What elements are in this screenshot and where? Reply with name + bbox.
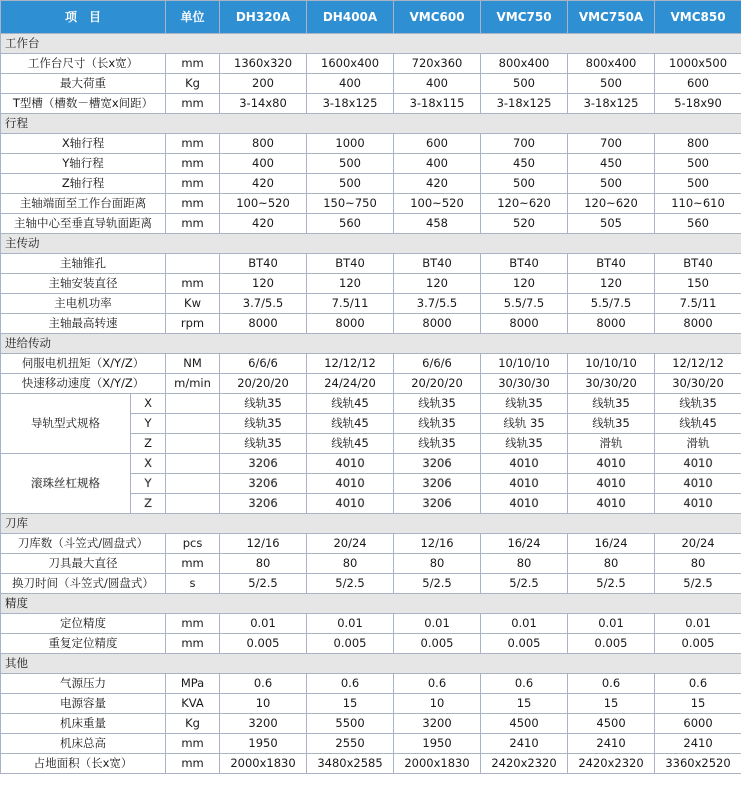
row-value: 3206 [394, 494, 481, 514]
row-value: 4010 [568, 494, 655, 514]
row-value: 线轨 35 [481, 414, 568, 434]
header-item: 项 目 [1, 1, 166, 34]
row-value: 0.01 [481, 614, 568, 634]
row-value: 1950 [220, 734, 307, 754]
section-header-row [1, 234, 741, 254]
row-value: 3360x2520 [655, 754, 741, 774]
row-value: 420 [220, 174, 307, 194]
row-value: 4010 [568, 474, 655, 494]
row-unit: Kw [166, 294, 220, 314]
row-value: 12/12/12 [655, 354, 741, 374]
row-value: 458 [394, 214, 481, 234]
row-value: 4010 [481, 494, 568, 514]
row-value: 0.6 [220, 674, 307, 694]
row-value: 4010 [307, 474, 394, 494]
row-value: BT40 [655, 254, 741, 274]
row-value: 线轨35 [394, 394, 481, 414]
row-value: 16/24 [568, 534, 655, 554]
row-value: BT40 [481, 254, 568, 274]
row-value: 线轨45 [655, 414, 741, 434]
row-value: 800 [220, 134, 307, 154]
row-value: 8000 [307, 314, 394, 334]
row-value: 线轨35 [481, 394, 568, 414]
row-label: X轴行程 [1, 134, 166, 154]
row-value: 700 [481, 134, 568, 154]
row-value: 120 [568, 274, 655, 294]
section-title: 工作台 [1, 34, 741, 54]
row-value: 20/20/20 [220, 374, 307, 394]
row-value: 0.005 [220, 634, 307, 654]
table-row [1, 734, 741, 754]
row-value: 420 [394, 174, 481, 194]
row-value: 800 [655, 134, 741, 154]
row-label: 刀具最大直径 [1, 554, 166, 574]
row-value: 20/20/20 [394, 374, 481, 394]
row-value: 200 [220, 74, 307, 94]
row-value: 10 [394, 694, 481, 714]
row-value: 505 [568, 214, 655, 234]
row-value: 600 [655, 74, 741, 94]
row-unit: mm [166, 554, 220, 574]
row-label: 刀库数（斗笠式/圆盘式） [1, 534, 166, 554]
row-value: 20/24 [655, 534, 741, 554]
row-value: 3206 [220, 474, 307, 494]
row-value: 80 [568, 554, 655, 574]
row-value: 线轨35 [394, 414, 481, 434]
header-model: DH400A [307, 1, 394, 34]
row-value: 80 [307, 554, 394, 574]
row-value: 80 [481, 554, 568, 574]
row-value: 10 [220, 694, 307, 714]
row-value: 4010 [481, 474, 568, 494]
row-value: 0.6 [568, 674, 655, 694]
row-value: 4010 [655, 454, 741, 474]
row-value: 400 [394, 74, 481, 94]
row-value: 600 [394, 134, 481, 154]
row-value: 5-18x90 [655, 94, 741, 114]
row-value: 2420x2320 [481, 754, 568, 774]
row-value: 500 [307, 174, 394, 194]
row-value: 12/16 [394, 534, 481, 554]
row-unit: pcs [166, 534, 220, 554]
row-value: 2410 [568, 734, 655, 754]
row-label: 重复定位精度 [1, 634, 166, 654]
row-label: 机床重量 [1, 714, 166, 734]
section-title: 进给传动 [1, 334, 741, 354]
row-value: 800x400 [481, 54, 568, 74]
row-unit: mm [166, 634, 220, 654]
table-row [1, 274, 741, 294]
row-value: 30/30/20 [568, 374, 655, 394]
row-unit: rpm [166, 314, 220, 334]
row-label: 气源压力 [1, 674, 166, 694]
row-value: 800x400 [568, 54, 655, 74]
row-value: 120 [394, 274, 481, 294]
table-row [1, 254, 741, 274]
section-title: 刀库 [1, 514, 741, 534]
row-value: 3480x2585 [307, 754, 394, 774]
row-unit: mm [166, 174, 220, 194]
row-value: 3-18x125 [307, 94, 394, 114]
row-value: 100~520 [394, 194, 481, 214]
row-value: 560 [655, 214, 741, 234]
row-value: 滑轨 [568, 434, 655, 454]
header-model: VMC750 [481, 1, 568, 34]
row-value: 16/24 [481, 534, 568, 554]
row-value: 4010 [307, 454, 394, 474]
row-value: 0.6 [655, 674, 741, 694]
row-value: 线轨45 [307, 394, 394, 414]
table-row [1, 54, 741, 74]
row-value: 110~610 [655, 194, 741, 214]
row-value: 400 [220, 154, 307, 174]
group-label: 滚珠丝杠规格 [1, 454, 131, 514]
row-value: 500 [568, 74, 655, 94]
row-unit: m/min [166, 374, 220, 394]
table-row [1, 554, 741, 574]
row-label: 定位精度 [1, 614, 166, 634]
row-value: 6/6/6 [394, 354, 481, 374]
row-value: BT40 [307, 254, 394, 274]
row-value: 5/2.5 [394, 574, 481, 594]
row-unit: mm [166, 274, 220, 294]
table-row [1, 74, 741, 94]
row-value: 4500 [481, 714, 568, 734]
row-value: 2410 [481, 734, 568, 754]
row-value: 3-14x80 [220, 94, 307, 114]
row-value: 0.6 [307, 674, 394, 694]
row-value: 3-18x125 [568, 94, 655, 114]
row-label: 换刀时间（斗笠式/圆盘式） [1, 574, 166, 594]
row-value: BT40 [568, 254, 655, 274]
row-value: 8000 [481, 314, 568, 334]
row-value: 24/24/20 [307, 374, 394, 394]
header-model: DH320A [220, 1, 307, 34]
row-value: 5500 [307, 714, 394, 734]
row-value: 4010 [655, 494, 741, 514]
row-value: 2000x1830 [394, 754, 481, 774]
row-value: 1600x400 [307, 54, 394, 74]
row-value: 0.005 [307, 634, 394, 654]
row-value: 10/10/10 [568, 354, 655, 374]
row-value: 3.7/5.5 [220, 294, 307, 314]
row-value: 0.005 [568, 634, 655, 654]
row-label: 主轴最高转速 [1, 314, 166, 334]
row-unit [166, 454, 220, 474]
row-unit: mm [166, 94, 220, 114]
row-value: 滑轨 [655, 434, 741, 454]
row-value: 120 [220, 274, 307, 294]
row-label: 机床总高 [1, 734, 166, 754]
row-value: 5.5/7.5 [568, 294, 655, 314]
header-model: VMC750A [568, 1, 655, 34]
row-value: 0.005 [394, 634, 481, 654]
table-row [1, 94, 741, 114]
row-value: 5/2.5 [307, 574, 394, 594]
row-value: 80 [394, 554, 481, 574]
row-value: 1360x320 [220, 54, 307, 74]
row-value: 6/6/6 [220, 354, 307, 374]
row-unit [166, 474, 220, 494]
row-unit [166, 494, 220, 514]
section-header-row [1, 514, 741, 534]
row-value: 80 [220, 554, 307, 574]
row-value: 0.005 [481, 634, 568, 654]
row-value: 2550 [307, 734, 394, 754]
row-value: 500 [307, 154, 394, 174]
axis-label: X [131, 454, 166, 474]
row-value: 8000 [220, 314, 307, 334]
table-row [1, 314, 741, 334]
row-value: 15 [655, 694, 741, 714]
row-value: 3206 [394, 474, 481, 494]
row-value: 450 [568, 154, 655, 174]
row-value: 400 [394, 154, 481, 174]
row-value: 120 [307, 274, 394, 294]
row-value: 700 [568, 134, 655, 154]
row-label: 主轴锥孔 [1, 254, 166, 274]
row-value: 3-18x115 [394, 94, 481, 114]
row-value: 3206 [220, 494, 307, 514]
row-unit: MPa [166, 674, 220, 694]
row-value: 7.5/11 [307, 294, 394, 314]
row-value: 4010 [655, 474, 741, 494]
row-unit: mm [166, 754, 220, 774]
row-value: 0.01 [655, 614, 741, 634]
row-label: 伺服电机扭矩（X/Y/Z） [1, 354, 166, 374]
row-value: 150~750 [307, 194, 394, 214]
row-value: 1000x500 [655, 54, 741, 74]
row-unit: KVA [166, 694, 220, 714]
row-label: 主电机功率 [1, 294, 166, 314]
row-unit: mm [166, 54, 220, 74]
table-row [1, 454, 741, 474]
row-value: 500 [481, 174, 568, 194]
header-row [1, 1, 741, 34]
row-value: 线轨35 [568, 394, 655, 414]
table-row [1, 374, 741, 394]
row-label: 主轴端面至工作台面距离 [1, 194, 166, 214]
row-value: 10/10/10 [481, 354, 568, 374]
row-value: 8000 [394, 314, 481, 334]
row-label: Z轴行程 [1, 174, 166, 194]
row-unit [166, 254, 220, 274]
row-value: 500 [655, 174, 741, 194]
row-value: 3.7/5.5 [394, 294, 481, 314]
row-unit: mm [166, 194, 220, 214]
table-row [1, 574, 741, 594]
row-value: BT40 [220, 254, 307, 274]
section-header-row [1, 594, 741, 614]
row-value: 120~620 [481, 194, 568, 214]
row-unit [166, 434, 220, 454]
row-label: 快速移动速度（X/Y/Z） [1, 374, 166, 394]
row-unit: mm [166, 614, 220, 634]
row-value: 线轨35 [220, 394, 307, 414]
row-unit: mm [166, 214, 220, 234]
group-label: 导轨型式规格 [1, 394, 131, 454]
row-unit: mm [166, 154, 220, 174]
row-label: 占地面积（长x宽） [1, 754, 166, 774]
table-row [1, 634, 741, 654]
row-value: 2000x1830 [220, 754, 307, 774]
header-model: VMC600 [394, 1, 481, 34]
row-value: 5/2.5 [481, 574, 568, 594]
row-value: 400 [307, 74, 394, 94]
row-value: 3206 [394, 454, 481, 474]
row-value: 0.01 [220, 614, 307, 634]
row-value: 0.6 [394, 674, 481, 694]
table-body [1, 34, 741, 774]
row-label: 电源容量 [1, 694, 166, 714]
row-value: 12/16 [220, 534, 307, 554]
row-value: 0.6 [481, 674, 568, 694]
section-header-row [1, 334, 741, 354]
row-value: 线轨35 [655, 394, 741, 414]
row-value: 120 [481, 274, 568, 294]
row-value: 5.5/7.5 [481, 294, 568, 314]
row-value: 线轨45 [307, 434, 394, 454]
row-value: 420 [220, 214, 307, 234]
row-value: 7.5/11 [655, 294, 741, 314]
row-value: 3200 [394, 714, 481, 734]
row-value: 30/30/30 [481, 374, 568, 394]
row-value: 4500 [568, 714, 655, 734]
section-header-row [1, 34, 741, 54]
axis-label: Y [131, 414, 166, 434]
row-label: 主轴中心至垂直导轨面距离 [1, 214, 166, 234]
row-value: 1000 [307, 134, 394, 154]
table-row [1, 754, 741, 774]
row-label: 最大荷重 [1, 74, 166, 94]
row-value: 线轨45 [307, 414, 394, 434]
row-unit: NM [166, 354, 220, 374]
row-value: 2410 [655, 734, 741, 754]
row-value: 0.01 [394, 614, 481, 634]
row-unit: Kg [166, 714, 220, 734]
table-row [1, 354, 741, 374]
row-value: 1950 [394, 734, 481, 754]
row-value: 0.01 [568, 614, 655, 634]
table-row [1, 614, 741, 634]
table-row [1, 694, 741, 714]
row-value: 15 [307, 694, 394, 714]
row-value: 8000 [568, 314, 655, 334]
row-value: 6000 [655, 714, 741, 734]
row-label: T型槽（槽数－槽宽x间距） [1, 94, 166, 114]
row-label: 主轴安装直径 [1, 274, 166, 294]
row-value: 500 [655, 154, 741, 174]
row-value: 450 [481, 154, 568, 174]
row-label: 工作台尺寸（长x宽） [1, 54, 166, 74]
row-value: 5/2.5 [220, 574, 307, 594]
row-value: 15 [481, 694, 568, 714]
row-value: 20/24 [307, 534, 394, 554]
row-value: 线轨35 [220, 414, 307, 434]
header-unit: 单位 [166, 1, 220, 34]
section-title: 其他 [1, 654, 741, 674]
row-value: BT40 [394, 254, 481, 274]
row-value: 4010 [568, 454, 655, 474]
table-row [1, 134, 741, 154]
header-model: VMC850 [655, 1, 741, 34]
row-value: 520 [481, 214, 568, 234]
table-row [1, 674, 741, 694]
table-row [1, 154, 741, 174]
row-value: 5/2.5 [655, 574, 741, 594]
row-unit: mm [166, 134, 220, 154]
row-value: 80 [655, 554, 741, 574]
row-value: 500 [568, 174, 655, 194]
row-unit [166, 394, 220, 414]
row-value: 3206 [220, 454, 307, 474]
row-value: 100~520 [220, 194, 307, 214]
row-value: 8000 [655, 314, 741, 334]
row-value: 150 [655, 274, 741, 294]
section-title: 主传动 [1, 234, 741, 254]
table-row [1, 294, 741, 314]
row-unit [166, 414, 220, 434]
section-header-row [1, 114, 741, 134]
table-row [1, 174, 741, 194]
row-unit: Kg [166, 74, 220, 94]
section-title: 行程 [1, 114, 741, 134]
row-value: 线轨35 [568, 414, 655, 434]
axis-label: X [131, 394, 166, 414]
axis-label: Z [131, 494, 166, 514]
section-header-row [1, 654, 741, 674]
table-row [1, 394, 741, 414]
row-value: 3200 [220, 714, 307, 734]
row-value: 500 [481, 74, 568, 94]
row-value: 120~620 [568, 194, 655, 214]
row-value: 3-18x125 [481, 94, 568, 114]
axis-label: Z [131, 434, 166, 454]
row-value: 12/12/12 [307, 354, 394, 374]
row-value: 0.01 [307, 614, 394, 634]
row-unit: mm [166, 734, 220, 754]
table-row [1, 214, 741, 234]
row-value: 4010 [307, 494, 394, 514]
row-value: 0.005 [655, 634, 741, 654]
row-value: 线轨35 [220, 434, 307, 454]
row-value: 15 [568, 694, 655, 714]
row-value: 2420x2320 [568, 754, 655, 774]
row-value: 线轨35 [481, 434, 568, 454]
row-value: 30/30/20 [655, 374, 741, 394]
table-row [1, 714, 741, 734]
table-row [1, 194, 741, 214]
row-label: Y轴行程 [1, 154, 166, 174]
section-title: 精度 [1, 594, 741, 614]
row-value: 5/2.5 [568, 574, 655, 594]
table-row [1, 534, 741, 554]
row-value: 线轨35 [394, 434, 481, 454]
axis-label: Y [131, 474, 166, 494]
row-value: 720x360 [394, 54, 481, 74]
row-unit: s [166, 574, 220, 594]
row-value: 560 [307, 214, 394, 234]
row-value: 4010 [481, 454, 568, 474]
